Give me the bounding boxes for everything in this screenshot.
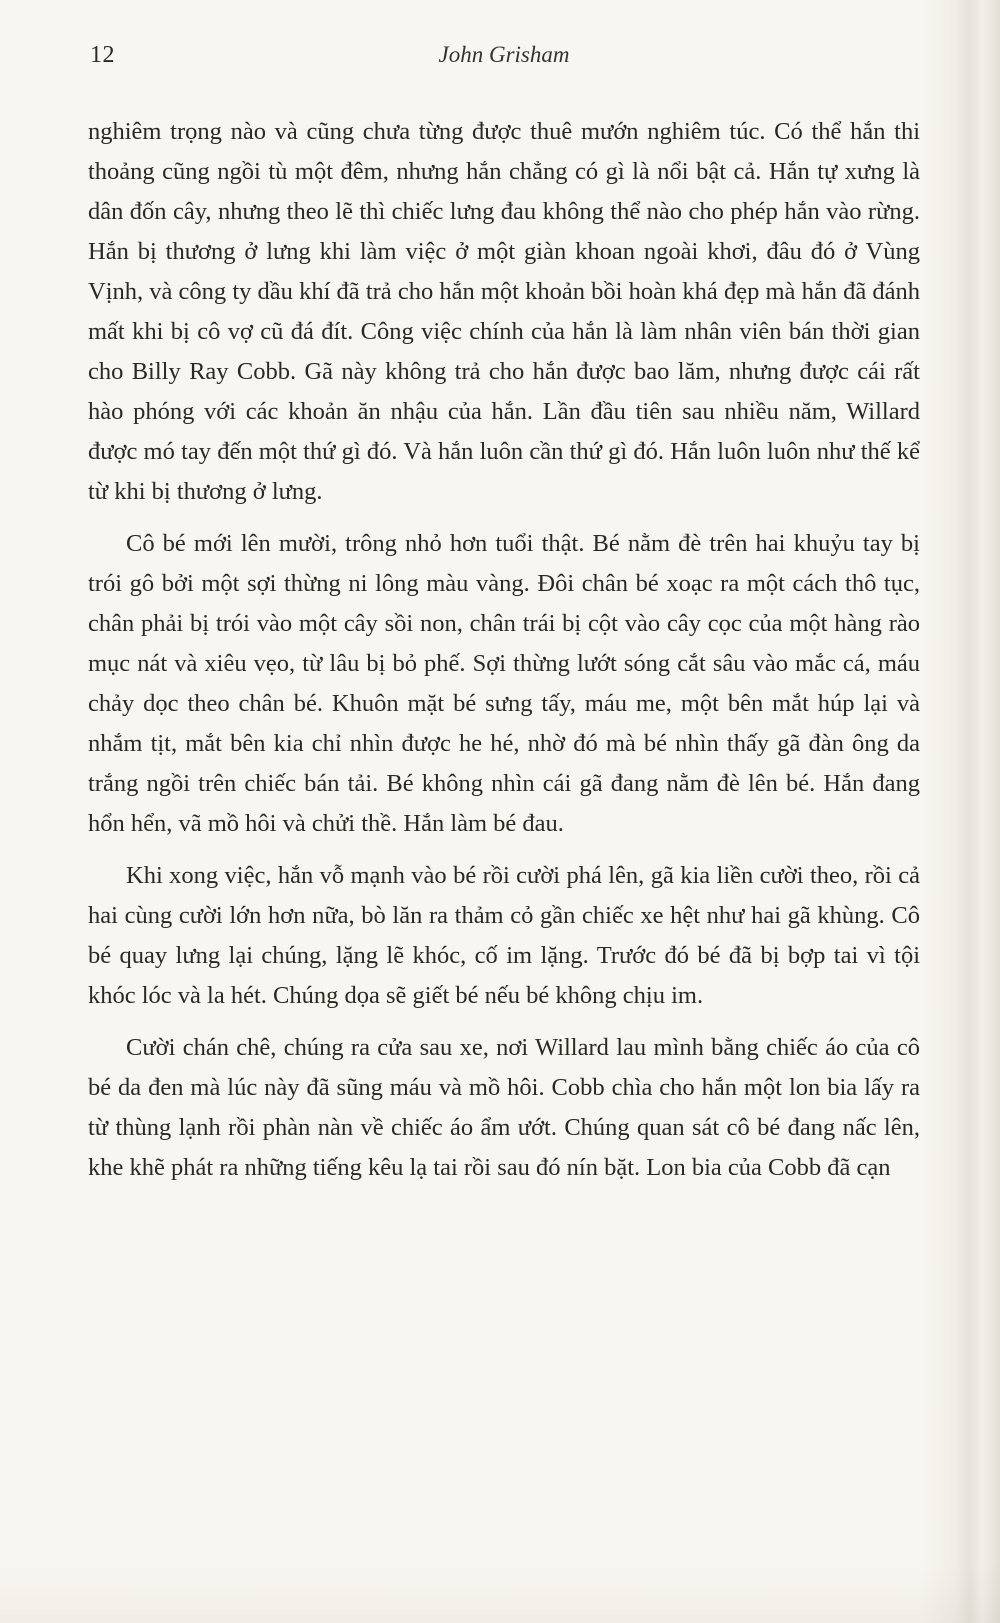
page-header <box>88 42 920 76</box>
paragraph: Cô bé mới lên mười, trông nhỏ hơn tuổi thật. Bé nằm đè trên hai khuỷu tay bị trói gô bởi một sợi thừng ni lông màu vàng. Đôi chân bé xoạc ra một cách thô tục, chân phải bị trói vào một cây sồi non, chân trái bị cột vào cây cọc của một hàng rào mục nát và xiêu vẹo, từ lâu bị bỏ phế. Sợi thừng lướt sóng cắt sâu vào mắc cá, máu chảy dọc theo chân bé. Khuôn mặt bé sưng tấy, máu me, một bên mắt húp lại và nhắm tịt, mắt bên kia chỉ nhìn được he hé, nhờ đó mà bé nhìn thấy gã đàn ông da trắng ngồi trên chiếc bán tải. Bé không nhìn cái gã đang nằm đè lên bé. Hắn đang hổn hển, vã mồ hôi và chửi thề. Hắn làm bé đau. <box>88 530 920 837</box>
paragraph: nghiêm trọng nào và cũng chưa từng được thuê mướn nghiêm túc. Có thể hắn thi thoảng cũng ngồi tù một đêm, nhưng hắn chẳng có gì là nổi bật cả. Hắn tự xưng là dân đốn cây, nhưng theo lẽ thì chiếc lưng đau không thể nào cho phép hắn vào rừng. Hắn bị thương ở lưng khi làm việc ở một giàn khoan ngoài khơi, đâu đó ở Vùng Vịnh, và công ty dầu khí đã trả cho hắn một khoản bồi hoàn khá đẹp mà hắn đã đánh mất khi bị cô vợ cũ đá đít. Công việc chính của hắn là làm nhân viên bán thời gian cho Billy Ray Cobb. Gã này không trả cho hắn được bao lăm, nhưng được cái rất hào phóng với các khoản ăn nhậu của hắn. Lần đầu tiên sau nhiều năm, Willard được mó tay đến một thứ gì đó. Và hắn luôn cần thứ gì đó. Hắn luôn luôn như thế kể từ khi bị thương ở lưng. <box>88 118 920 505</box>
page-number: 12 <box>90 42 115 68</box>
page-bottom-shadow <box>0 1563 1000 1623</box>
paragraph: Cười chán chê, chúng ra cửa sau xe, nơi Willard lau mình bằng chiếc áo của cô bé da đen mà lúc này đã sũng máu và mồ hôi. Cobb chìa cho hắn một lon bia lấy ra từ thùng lạnh rồi phàn nàn về chiếc áo ẩm ướt. Chúng quan sát cô bé đang nấc lên, khe khẽ phát ra những tiếng kêu lạ tai rồi sau đó nín bặt. Lon bia của Cobb đã cạn <box>88 1034 920 1181</box>
page-body <box>88 112 920 1188</box>
running-header-title: John Grisham <box>438 42 570 67</box>
paragraph: Khi xong việc, hắn vỗ mạnh vào bé rồi cười phá lên, gã kia liền cười theo, rồi cả hai cùng cười lớn hơn nữa, bò lăn ra thảm cỏ gần chiếc xe hệt như hai gã khùng. Cô bé quay lưng lại chúng, lặng lẽ khóc, cố im lặng. Trước đó bé đã bị bợp tai vì tội khóc lóc và la hét. Chúng dọa sẽ giết bé nếu bé không chịu im. <box>88 862 920 1009</box>
page-edge-shadow <box>920 0 1000 1623</box>
